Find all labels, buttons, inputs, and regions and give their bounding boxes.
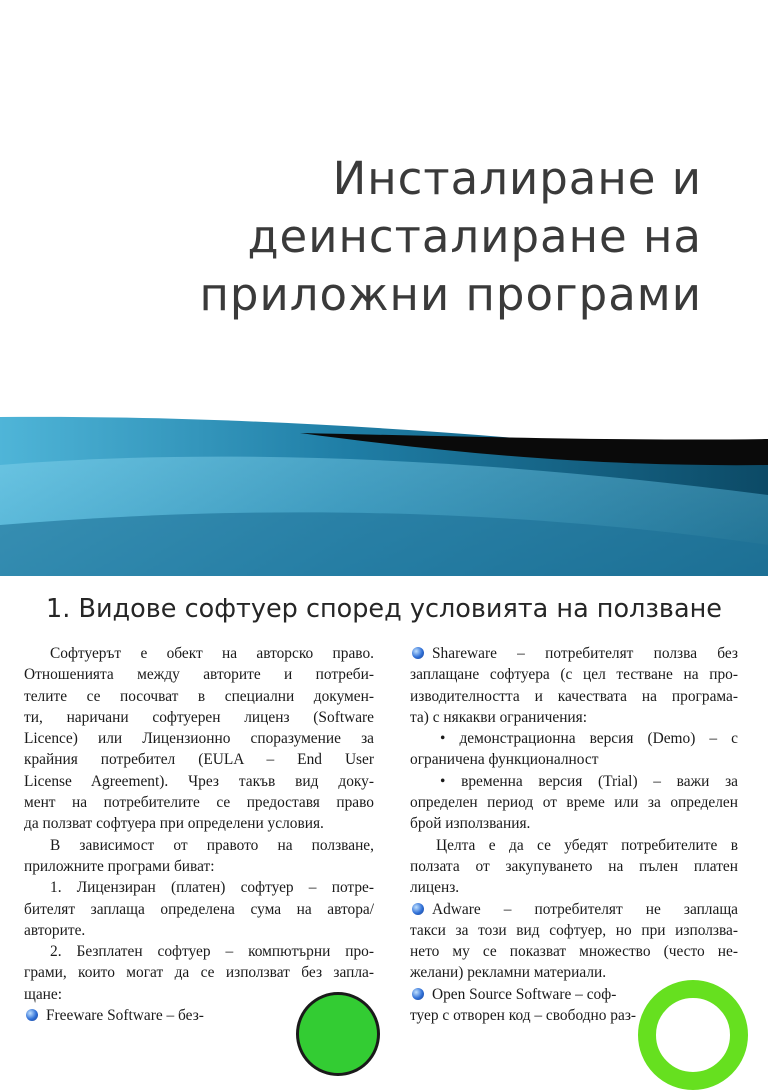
slide-title-text xyxy=(142,150,702,324)
text-line: брой използвания. xyxy=(410,815,531,833)
left-column xyxy=(24,643,374,1024)
title-line-1: Инсталиране и xyxy=(332,152,702,205)
green-ball-graphic xyxy=(296,992,380,1076)
bullet-icon xyxy=(412,903,424,915)
decorative-wave xyxy=(0,405,768,576)
bullet-text: Freeware Software – без- xyxy=(46,1007,204,1024)
text-line: да ползват софтуера при определени условия. xyxy=(24,815,324,833)
text-line: ползата от закупуването на пълен платен xyxy=(410,857,738,875)
text-line: 1. Лицензиран (платен) софтуер – потре- xyxy=(50,879,374,897)
text-line: ти, наричани софтуерен лиценз (Software xyxy=(24,708,374,726)
ring-inner-graphic xyxy=(668,1006,720,1058)
text-line: • временна версия (Trial) – важи за xyxy=(440,772,738,790)
text-line: бителят заплаща определена сума на автора/ xyxy=(24,900,374,918)
text-line: крайния потребител (EULA – End User xyxy=(24,751,374,769)
slide-content xyxy=(0,576,768,1024)
text-line: Софтуерът е обект на авторско право. xyxy=(50,645,374,662)
text-line: мент на потребителите се предоставя право xyxy=(24,794,374,812)
text-line: нето му се показват множество (често не- xyxy=(410,943,738,961)
bullet-item xyxy=(410,899,738,920)
text-line: желани) рекламни материали. xyxy=(410,964,607,982)
text-line: 2. Безплатен софтуер – компютърни про- xyxy=(50,943,374,961)
text-line: • демонстрационна версия (Demo) – с xyxy=(440,730,738,748)
bullet-text: Shareware – потребителят ползва без xyxy=(432,645,738,662)
text-line: щане: xyxy=(24,985,63,1003)
text-line: изводителността и качествата на програма- xyxy=(410,687,738,705)
text-line: Отношенията между авторите и потреби- xyxy=(24,666,374,684)
text-line: определен период от време или за определен xyxy=(410,794,738,812)
text-line: авторите. xyxy=(24,921,86,939)
title-line-3: приложни програми xyxy=(199,268,702,321)
text-line: такси за този вид софтуер, но при използва- xyxy=(410,921,738,939)
content-heading: 1. Видове софтуер според условията на ползване xyxy=(46,594,722,624)
text-line: Целта е да се убедят потребителите в xyxy=(436,836,738,854)
text-line: телите се посочват в специални докумен- xyxy=(24,687,374,705)
text-line: приложните програми биват: xyxy=(24,857,215,875)
text-line: ограничена функционалност xyxy=(410,751,599,769)
bullet-icon xyxy=(412,647,424,659)
text-line: та) с някакви ограничения: xyxy=(410,708,588,726)
bullet-icon xyxy=(412,988,424,1000)
bullet-item xyxy=(410,643,738,664)
text-line: лиценз. xyxy=(410,879,460,897)
bullet-text: Adware – потребителят не заплаща xyxy=(432,900,738,918)
text-line: заплащане софтуера (с цел тестване на про- xyxy=(410,666,738,684)
title-line-2: деинсталиране на xyxy=(247,210,702,263)
text-line: грами, които могат да се използват без запла- xyxy=(24,964,374,982)
text-line: В зависимост от правото на ползване, xyxy=(50,836,374,854)
bullet-icon xyxy=(26,1009,38,1021)
text-line: License Agreement). Чрез такъв вид доку- xyxy=(24,772,374,790)
text-line: туер с отворен код – свободно раз- xyxy=(410,1007,637,1024)
text-line: Licence) или Лицензионно споразумение за xyxy=(24,730,374,748)
bullet-text: Open Source Software – соф- xyxy=(432,985,617,1003)
right-column xyxy=(410,643,738,1024)
